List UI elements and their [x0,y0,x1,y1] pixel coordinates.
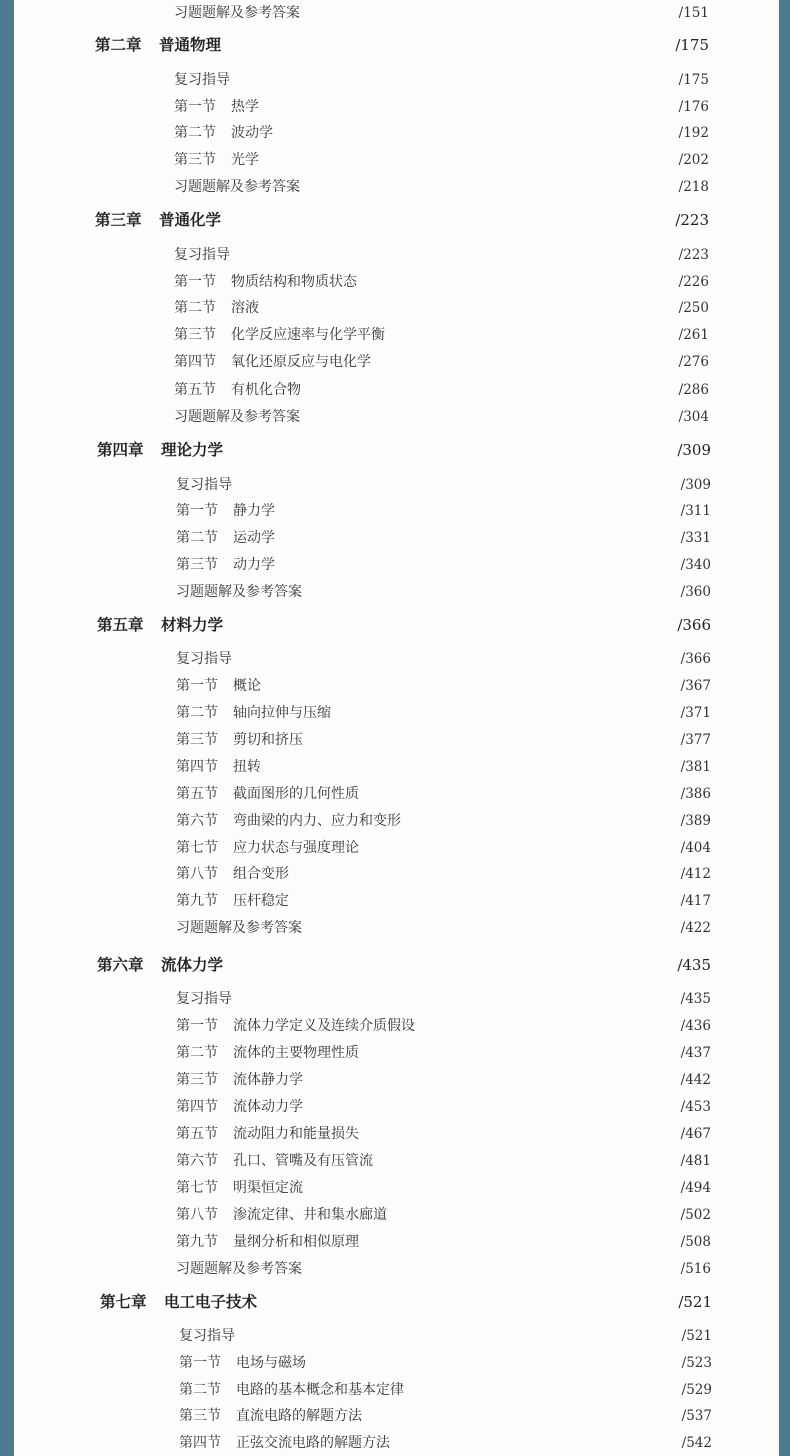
section-number: 第二节 [174,125,216,141]
section-entry [14,728,779,752]
page-number: /223 [678,247,709,263]
section-title: 有机化合物 [231,382,301,398]
page-number: /494 [680,1180,711,1196]
section-number: 第一节 [179,1355,221,1371]
page-number: /151 [678,5,709,21]
section-entry [14,296,779,320]
section-entry [14,916,779,940]
section-entry [14,782,779,806]
section-entry [14,121,779,145]
section-number: 第七节 [176,1180,218,1196]
section-title: 习题题解及参考答案 [174,179,300,195]
section-entry [14,1068,779,1092]
section-entry [14,1378,779,1402]
page-number: /529 [681,1382,712,1398]
section-number: 第四节 [176,1099,218,1115]
section-entry [14,1431,779,1455]
section-title: 运动学 [233,530,275,546]
section-title: 物质结构和物质状态 [231,274,357,290]
section-number: 第五节 [174,382,216,398]
section-title: 量纲分析和相似原理 [233,1234,359,1250]
section-entry [14,1041,779,1065]
page-number: /192 [678,125,709,141]
section-title: 正弦交流电路的解题方法 [236,1435,390,1451]
section-entry [14,350,779,374]
section-entry [14,1176,779,1200]
chapter-title: 理论力学 [161,441,224,459]
page-number: /389 [680,813,711,829]
section-entry [14,95,779,119]
section-entry [14,243,779,267]
section-number: 第二节 [176,705,218,721]
section-number: 第五节 [176,1126,218,1142]
page-number: /386 [680,786,711,802]
section-entry [14,889,779,913]
section-title: 直流电路的解题方法 [236,1408,362,1424]
section-entry [14,68,779,92]
page-number: /250 [678,300,709,316]
page-number: /412 [680,866,711,882]
page-number: /176 [678,99,709,115]
section-entry [14,499,779,523]
section-title: 流体的主要物理性质 [233,1045,359,1061]
chapter-title: 电工电子技术 [164,1293,258,1311]
section-title: 复习指导 [176,651,232,667]
page-number: /360 [680,584,711,600]
page-number: /311 [680,503,711,519]
chapter-entry [14,953,779,977]
page-number: /404 [680,840,711,856]
chapter-number: 第三章 [95,211,142,229]
section-entry [14,1230,779,1254]
section-entry [14,1,779,25]
section-entry [14,270,779,294]
page-number: /202 [678,152,709,168]
section-title: 电场与磁场 [236,1355,306,1371]
section-title: 动力学 [233,557,275,573]
section-number: 第三节 [176,557,218,573]
section-entry [14,809,779,833]
section-title: 氧化还原反应与电化学 [231,354,371,370]
section-title: 习题题解及参考答案 [174,409,300,425]
chapter-title: 普通化学 [159,211,222,229]
section-number: 第八节 [176,1207,218,1223]
page-number: /331 [680,530,711,546]
section-number: 第九节 [176,893,218,909]
section-number: 第五节 [176,786,218,802]
section-entry [14,580,779,604]
section-entry [14,378,779,402]
section-entry [14,647,779,671]
section-entry [14,1351,779,1375]
page-number: /218 [678,179,709,195]
section-entry [14,405,779,429]
toc-page [14,0,779,1456]
section-entry [14,323,779,347]
page-number: /442 [680,1072,711,1088]
page-number: /435 [680,991,711,1007]
section-entry [14,473,779,497]
chapter-entry [14,33,779,57]
page-number: /261 [678,327,709,343]
section-title: 截面图形的几何性质 [233,786,359,802]
section-title: 流体静力学 [233,1072,303,1088]
section-entry [14,1095,779,1119]
section-title: 复习指导 [174,247,230,263]
page-number: /508 [680,1234,711,1250]
section-number: 第二节 [176,1045,218,1061]
section-entry [14,674,779,698]
section-title: 复习指导 [174,72,230,88]
section-number: 第六节 [176,1153,218,1169]
section-number: 第三节 [174,152,216,168]
page-number: /502 [680,1207,711,1223]
page-number: /453 [680,1099,711,1115]
page-number: /537 [681,1408,712,1424]
section-title: 明渠恒定流 [233,1180,303,1196]
section-title: 光学 [231,152,259,168]
section-title: 流动阻力和能量损失 [233,1126,359,1142]
section-number: 第二节 [179,1382,221,1398]
section-entry [14,1404,779,1428]
section-entry [14,1324,779,1348]
page-number: /436 [680,1018,711,1034]
chapter-entry [14,438,779,462]
section-title: 剪切和挤压 [233,732,303,748]
page-number: /521 [678,1293,712,1311]
chapter-title: 普通物理 [159,36,222,54]
section-title: 流体动力学 [233,1099,303,1115]
section-number: 第九节 [176,1234,218,1250]
section-title: 组合变形 [233,866,289,882]
section-number: 第一节 [176,1018,218,1034]
section-title: 应力状态与强度理论 [233,840,359,856]
section-title: 复习指导 [179,1328,235,1344]
page-number: /175 [678,72,709,88]
page-number: /309 [677,441,711,459]
section-number: 第一节 [174,274,216,290]
chapter-number: 第四章 [97,441,144,459]
section-number: 第四节 [179,1435,221,1451]
page-number: /175 [675,36,709,54]
section-title: 习题题解及参考答案 [174,5,300,21]
chapter-number: 第六章 [97,956,144,974]
section-title: 电路的基本概念和基本定律 [236,1382,404,1398]
page-number: /226 [678,274,709,290]
section-entry [14,701,779,725]
section-number: 第三节 [179,1408,221,1424]
section-entry [14,836,779,860]
section-title: 习题题解及参考答案 [176,584,302,600]
section-title: 流体力学定义及连续介质假设 [233,1018,415,1034]
page-number: /371 [680,705,711,721]
section-entry [14,1122,779,1146]
section-title: 渗流定律、井和集水廊道 [233,1207,387,1223]
section-entry [14,862,779,886]
page-number: /521 [681,1328,712,1344]
section-entry [14,1149,779,1173]
page-number: /467 [680,1126,711,1142]
page-number: /367 [680,678,711,694]
section-entry [14,553,779,577]
section-number: 第三节 [174,327,216,343]
page-number: /276 [678,354,709,370]
page-number: /304 [678,409,709,425]
section-number: 第四节 [174,354,216,370]
page-number: /366 [677,616,711,634]
page-number: /437 [680,1045,711,1061]
section-title: 静力学 [233,503,275,519]
section-title: 弯曲梁的内力、应力和变形 [233,813,401,829]
chapter-entry [14,208,779,232]
section-entry [14,1203,779,1227]
section-entry [14,1257,779,1281]
section-title: 复习指导 [176,991,232,1007]
section-number: 第一节 [176,678,218,694]
chapter-number: 第七章 [100,1293,147,1311]
page-number: /381 [680,759,711,775]
section-title: 化学反应速率与化学平衡 [231,327,385,343]
section-number: 第二节 [174,300,216,316]
section-title: 习题题解及参考答案 [176,1261,302,1277]
page-number: /309 [680,477,711,493]
page-number: /340 [680,557,711,573]
page-number: /377 [680,732,711,748]
page-number: /422 [680,920,711,936]
section-number: 第六节 [176,813,218,829]
page-number: /223 [675,211,709,229]
chapter-number: 第二章 [95,36,142,54]
chapter-entry [14,613,779,637]
section-number: 第一节 [174,99,216,115]
section-number: 第二节 [176,530,218,546]
page-number: /435 [677,956,711,974]
section-number: 第三节 [176,732,218,748]
section-number: 第七节 [176,840,218,856]
section-title: 压杆稳定 [233,893,289,909]
page-number: /417 [680,893,711,909]
section-title: 复习指导 [176,477,232,493]
page-number: /481 [680,1153,711,1169]
section-title: 孔口、管嘴及有压管流 [233,1153,373,1169]
section-entry [14,175,779,199]
page-number: /286 [678,382,709,398]
chapter-title: 材料力学 [161,616,224,634]
section-entry [14,526,779,550]
section-title: 扭转 [233,759,261,775]
section-title: 波动学 [231,125,273,141]
section-number: 第八节 [176,866,218,882]
section-entry [14,1014,779,1038]
section-title: 习题题解及参考答案 [176,920,302,936]
section-entry [14,148,779,172]
section-number: 第三节 [176,1072,218,1088]
section-title: 轴向拉伸与压缩 [233,705,331,721]
page-number: /523 [681,1355,712,1371]
page-number: /542 [681,1435,712,1451]
page-number: /366 [680,651,711,667]
section-title: 概论 [233,678,261,694]
chapter-title: 流体力学 [161,956,224,974]
chapter-number: 第五章 [97,616,144,634]
section-entry [14,755,779,779]
section-entry [14,987,779,1011]
section-title: 热学 [231,99,259,115]
chapter-entry [14,1290,779,1314]
page-number: /516 [680,1261,711,1277]
section-number: 第一节 [176,503,218,519]
section-number: 第四节 [176,759,218,775]
section-title: 溶液 [231,300,259,316]
